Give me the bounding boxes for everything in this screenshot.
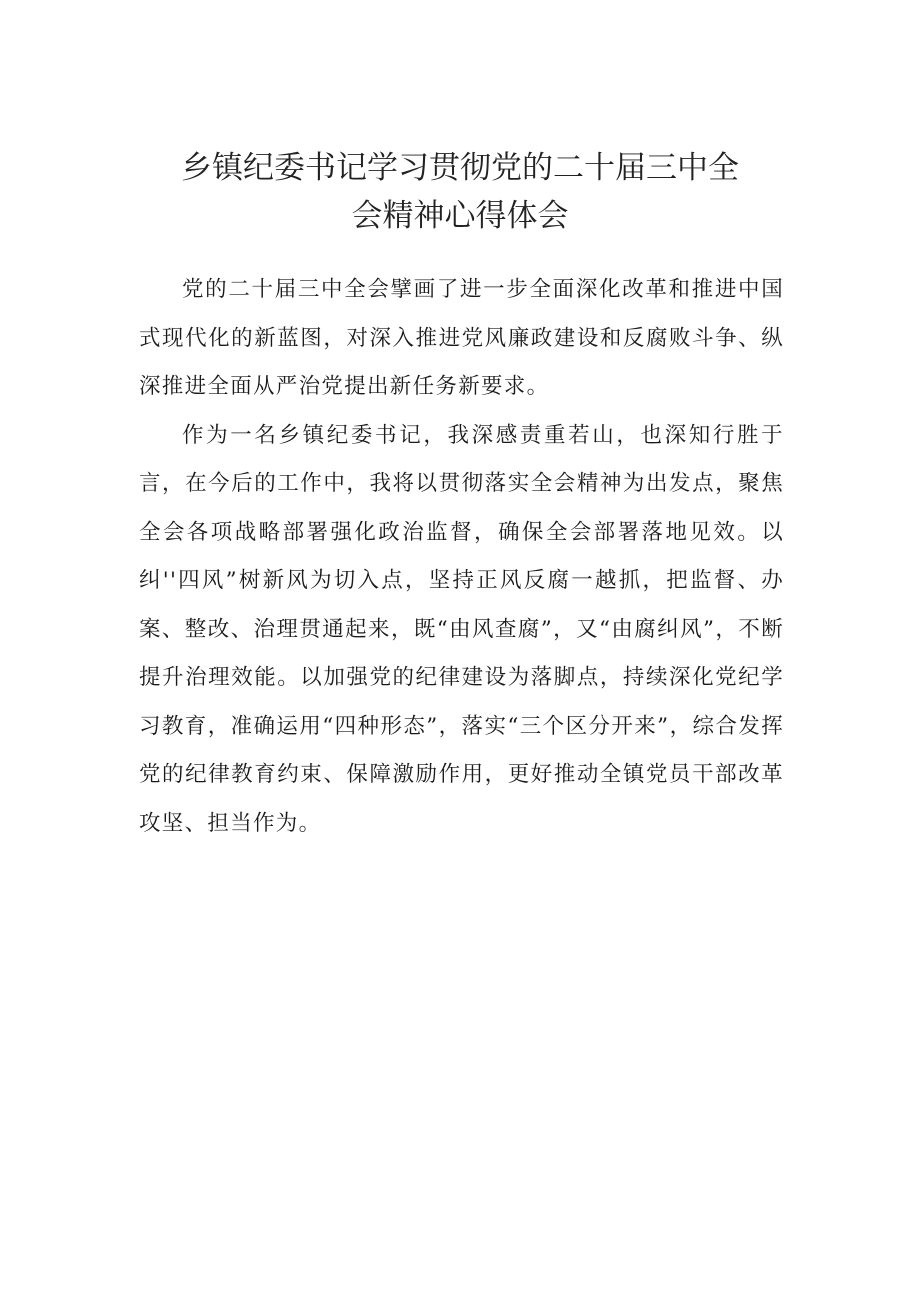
title-line-1: 乡镇纪委书记学习贯彻党的二十届三中全 [181,150,739,186]
paragraph-2: 作为一名乡镇纪委书记，我深感责重若山，也深知行胜于言，在今后的工作中，我将以贯彻落实全会精神为出发点，聚焦全会各项战略部署强化政治监督，确保全会部署落地见效。以纠''四风”树新风为切入点，坚持正风反腐一越抓，把监督、办案、整改、治理贯通起来，既“由风查腐”，又“由腐纠风”，不断提升治理效能。以加强党的纪律建设为落脚点，持续深化党纪学习教育，准确运用“四种形态”，落实“三个区分开来”，综合发挥党的纪律教育约束、保障激励作用，更好推动全镇党员干部改革攻坚、担当作为。 [139,422,784,836]
document-body [139,266,784,848]
title-line-2: 会精神心得体会 [351,198,569,234]
paragraph-1: 党的二十届三中全会擘画了进一步全面深化改革和推进中国式现代化的新蓝图，对深入推进党风廉政建设和反腐败斗争、纵深推进全面从严治党提出新任务新要求。 [139,277,784,399]
document-title [120,144,800,240]
